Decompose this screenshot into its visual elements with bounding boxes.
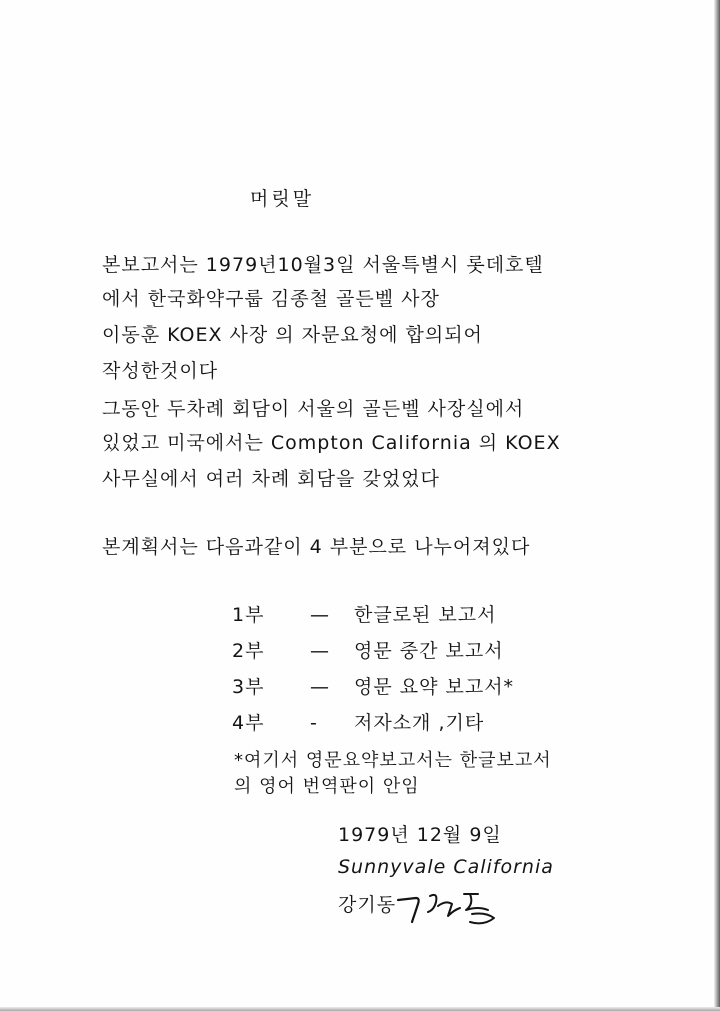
part-dash: - [310, 712, 318, 734]
paragraph1-line: 사무실에서 여러 차례 회담을 갖었었다 [102, 468, 440, 490]
part-text: 한글로된 보고서 [354, 604, 497, 626]
paragraph1-line: 본보고서는 1979년10월3일 서울특별시 롯데호텔 [102, 254, 544, 276]
paragraph2: 본계획서는 다음과같이 4 부분으로 나누어져있다 [102, 536, 531, 558]
footnote-line: 의 영어 번역판이 안임 [234, 776, 420, 797]
part-dash: — [310, 640, 330, 662]
part-text: 영문 중간 보고서 [354, 640, 504, 662]
part-number: 4부 [232, 712, 265, 734]
list-item [232, 638, 514, 674]
list-item [232, 674, 514, 710]
part-text: 저자소개 ,기타 [354, 712, 485, 734]
paragraph1-line: 작성한것이다 [102, 360, 219, 382]
parts-list [232, 602, 514, 746]
handwritten-signature [394, 886, 506, 928]
part-text: 영문 요약 보고서* [354, 676, 515, 698]
document-title: 머릿말 [250, 188, 315, 210]
paragraph1-line: 그동안 두차례 회담이 서울의 골든벨 사장실에서 [102, 398, 525, 420]
list-item [232, 710, 514, 746]
signature-name: 강기동 [338, 894, 397, 916]
signature-date: 1979년 12월 9일 [338, 824, 502, 846]
page-edge-shadow [714, 0, 720, 1011]
page-edge-bottom [0, 1007, 720, 1011]
signature-place: Sunnyvale California [338, 856, 554, 878]
part-dash: — [310, 604, 330, 626]
part-number: 3부 [232, 676, 265, 698]
paragraph1-line: 이동훈 KOEX 사장 의 자문요청에 합의되어 [102, 324, 483, 346]
part-dash: — [310, 676, 330, 698]
part-number: 2부 [232, 640, 265, 662]
paragraph1-line: 에서 한국화약구룹 김종철 골든벨 사장 [102, 288, 440, 310]
list-item [232, 602, 514, 638]
footnote-line: *여기서 영문요약보고서는 한글보고서 [234, 750, 552, 771]
part-number: 1부 [232, 604, 265, 626]
paragraph1-line: 있었고 미국에서는 Compton California 의 KOEX [102, 432, 561, 454]
